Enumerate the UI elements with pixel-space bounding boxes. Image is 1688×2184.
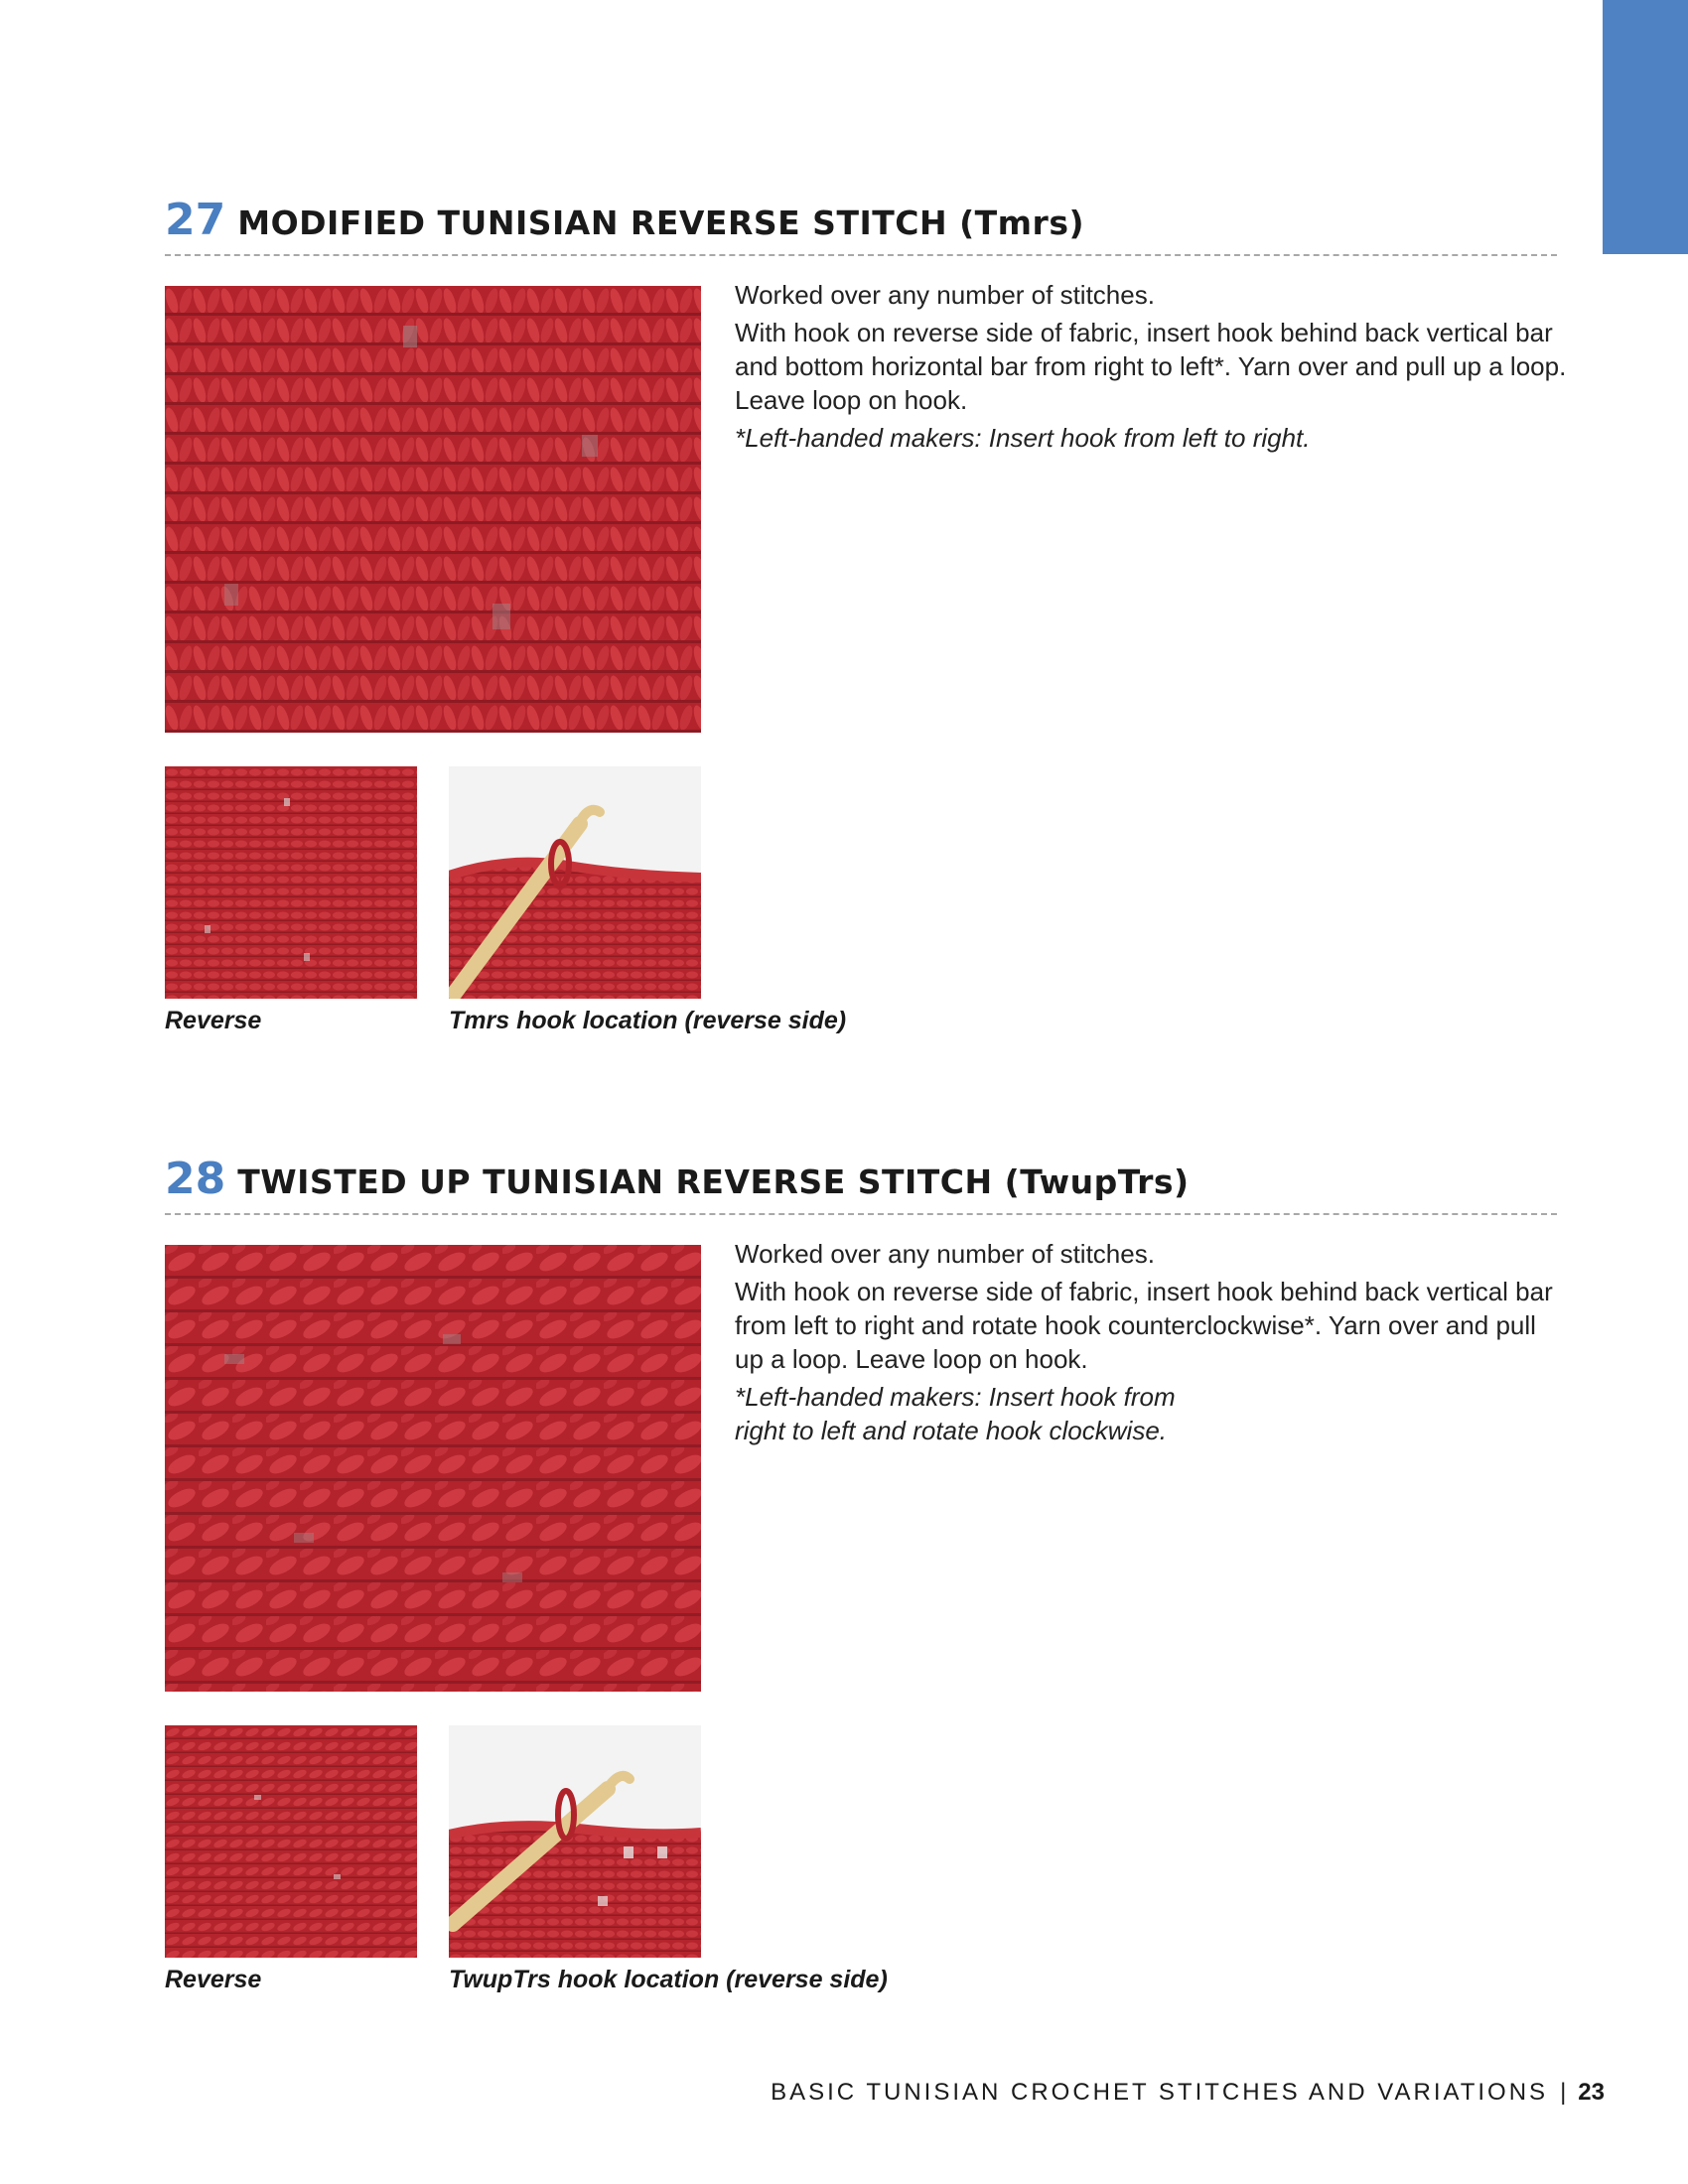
instruction-paragraph: Worked over any number of stitches. (735, 1239, 1155, 1269)
stitch-photo-front (165, 286, 701, 733)
section-heading-27 (165, 195, 1084, 250)
page-footer (771, 2079, 1605, 2107)
photo-caption: TwupTrs hook location (reverse side) (449, 1966, 888, 1993)
left-handed-note: *Left-handed makers: Insert hook from left to right. (735, 423, 1311, 453)
photo-caption: Tmrs hook location (reverse side) (449, 1007, 847, 1034)
section-28-text (735, 1237, 1569, 1451)
dashed-rule (165, 254, 1557, 256)
reverse-side-photo (165, 766, 417, 999)
dashed-rule (165, 1213, 1557, 1215)
section-number: 27 (165, 195, 226, 245)
section-title: TWISTED UP TUNISIAN REVERSE STITCH (TwupTrs) (237, 1162, 1190, 1201)
footer-separator: | (1560, 2079, 1567, 2106)
chapter-title: BASIC TUNISIAN CROCHET STITCHES AND VARIATIONS (771, 2079, 1549, 2106)
instruction-paragraph: Worked over any number of stitches. (735, 280, 1155, 310)
section-27-text (735, 278, 1569, 459)
photo-caption: Reverse (165, 1966, 262, 1993)
left-handed-note: *Left-handed makers: Insert hook from right to left and rotate hook clockwise. (735, 1382, 1176, 1445)
chapter-tab (1603, 0, 1688, 254)
page-number: 23 (1578, 2079, 1605, 2106)
hook-location-photo (449, 766, 701, 999)
section-title: MODIFIED TUNISIAN REVERSE STITCH (Tmrs) (237, 204, 1085, 242)
instruction-paragraph: With hook on reverse side of fabric, insert hook behind back vertical bar from left to right and rotate hook counterclockwise*. Yarn over and pull up a loop. Leave loop on hook. (735, 1277, 1553, 1374)
reverse-side-photo (165, 1725, 417, 1958)
section-number: 28 (165, 1154, 226, 1204)
stitch-photo-front (165, 1245, 701, 1692)
hook-location-photo (449, 1725, 701, 1958)
instruction-paragraph: With hook on reverse side of fabric, insert hook behind back vertical bar and bottom horizontal bar from right to left*. Yarn over and pull up a loop. Leave loop on hook. (735, 318, 1567, 415)
photo-caption: Reverse (165, 1007, 262, 1034)
section-heading-28 (165, 1154, 1190, 1209)
